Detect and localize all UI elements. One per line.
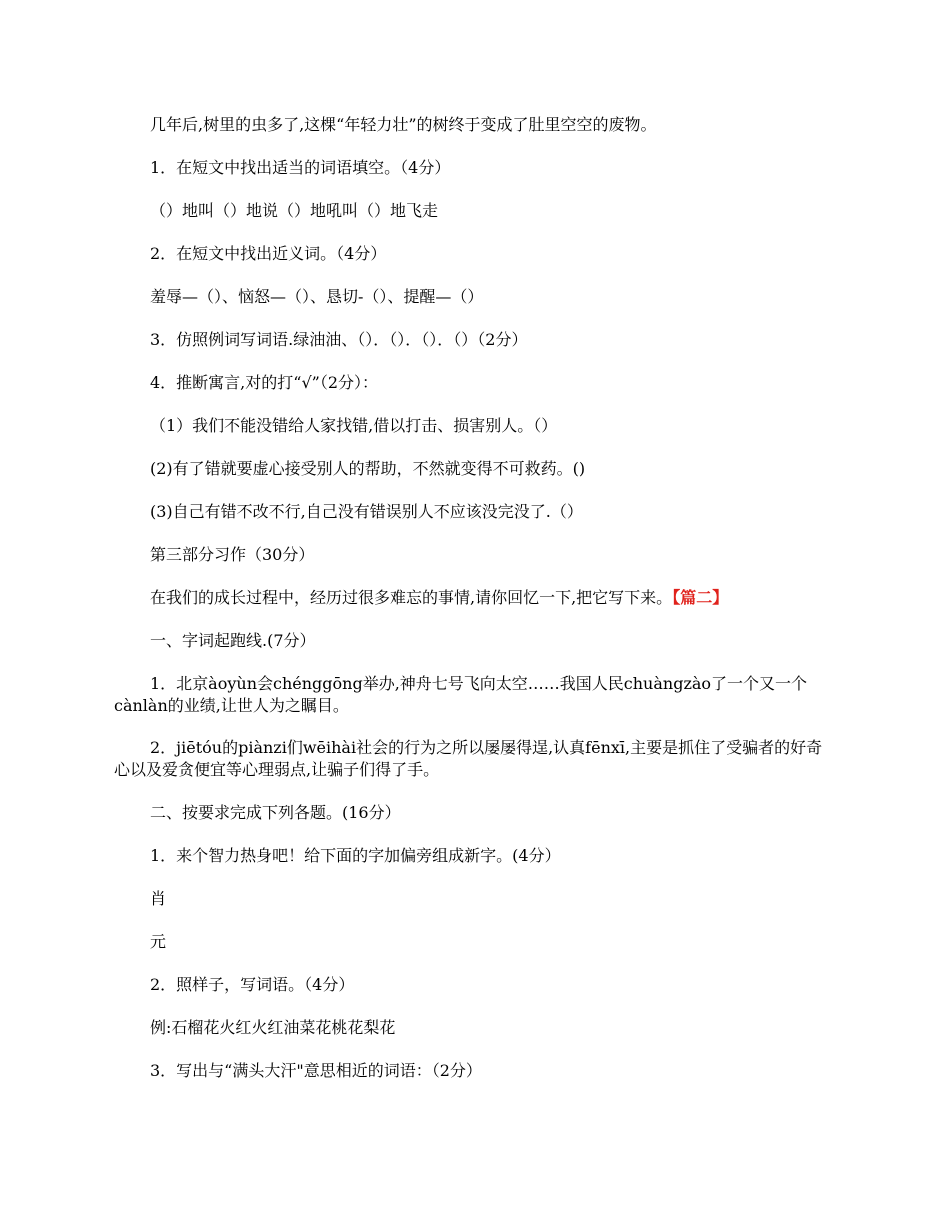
question-4-statement-3: (3)自己有错不改不行,自己没有错误别人不应该没完没了.（） [150, 502, 583, 521]
section-1-heading: 一、字词起跑线.(7分） [150, 631, 316, 650]
section-2-question-1: 1．来个智力热身吧！给下面的字加偏旁组成新字。(4分） [150, 846, 561, 865]
part-3-heading: 第三部分习作（30分） [150, 545, 315, 564]
essay-prompt-text: 在我们的成长过程中，经历过很多难忘的事情,请你回忆一下,把它写下来。 [150, 588, 673, 607]
section-2-question-2: 2．照样子，写词语。（4分） [150, 975, 355, 994]
question-4-judge-fable: 4．推断寓言,对的打“√”（2分）： [150, 373, 379, 392]
question-2-items: 羞辱—（）、恼怒—（）、恳切-（）、提醒—（） [150, 287, 484, 306]
section-1-item-1: 1．北京àoyùn会chénggōng举办,神舟七号飞向太空……我国人民chuàngzào了一个又一个cànlàn的业绩,让世人为之瞩目。 [114, 674, 808, 715]
paragraph-tree-ending: 几年后,树里的虫多了,这棵“年轻力壮”的树终于变成了肚里空空的废物。 [150, 115, 657, 134]
section-2-heading: 二、按要求完成下列各题。(16分） [150, 803, 401, 822]
question-1-blanks: （）地叫（）地说（）地吼叫（）地飞走 [150, 201, 439, 220]
example-words: 例:石榴花火红火红油菜花桃花梨花 [150, 1018, 396, 1037]
question-2-synonyms: 2．在短文中找出近义词。（4分） [150, 244, 387, 263]
character-xiao: 肖 [150, 889, 167, 908]
question-4-statement-1: （1）我们不能没错给人家找错,借以打击、损害别人。（） [150, 416, 558, 435]
character-yuan: 元 [150, 932, 167, 951]
section-tag: 【篇二】 [672, 588, 729, 607]
essay-prompt [150, 587, 728, 609]
section-2-question-3: 3．写出与“满头大汗"意思相近的词语：（2分） [150, 1061, 482, 1080]
question-3-imitate-words: 3．仿照例词写词语.绿油油、（）．（）．（）．（）（2分） [150, 330, 528, 349]
question-4-statement-2: (2)有了错就要虚心接受别人的帮助，不然就变得不可救药。() [150, 459, 586, 478]
section-1-item-2: 2．jiētóu的piànzi们wēihài社会的行为之所以屡屡得逞,认真fēnxī,主要是抓住了受骗者的好奇心以及爱贪便宜等心理弱点,让骗子们得了手。 [114, 738, 823, 779]
question-1-fill-words: 1．在短文中找出适当的词语填空。（4分） [150, 158, 451, 177]
